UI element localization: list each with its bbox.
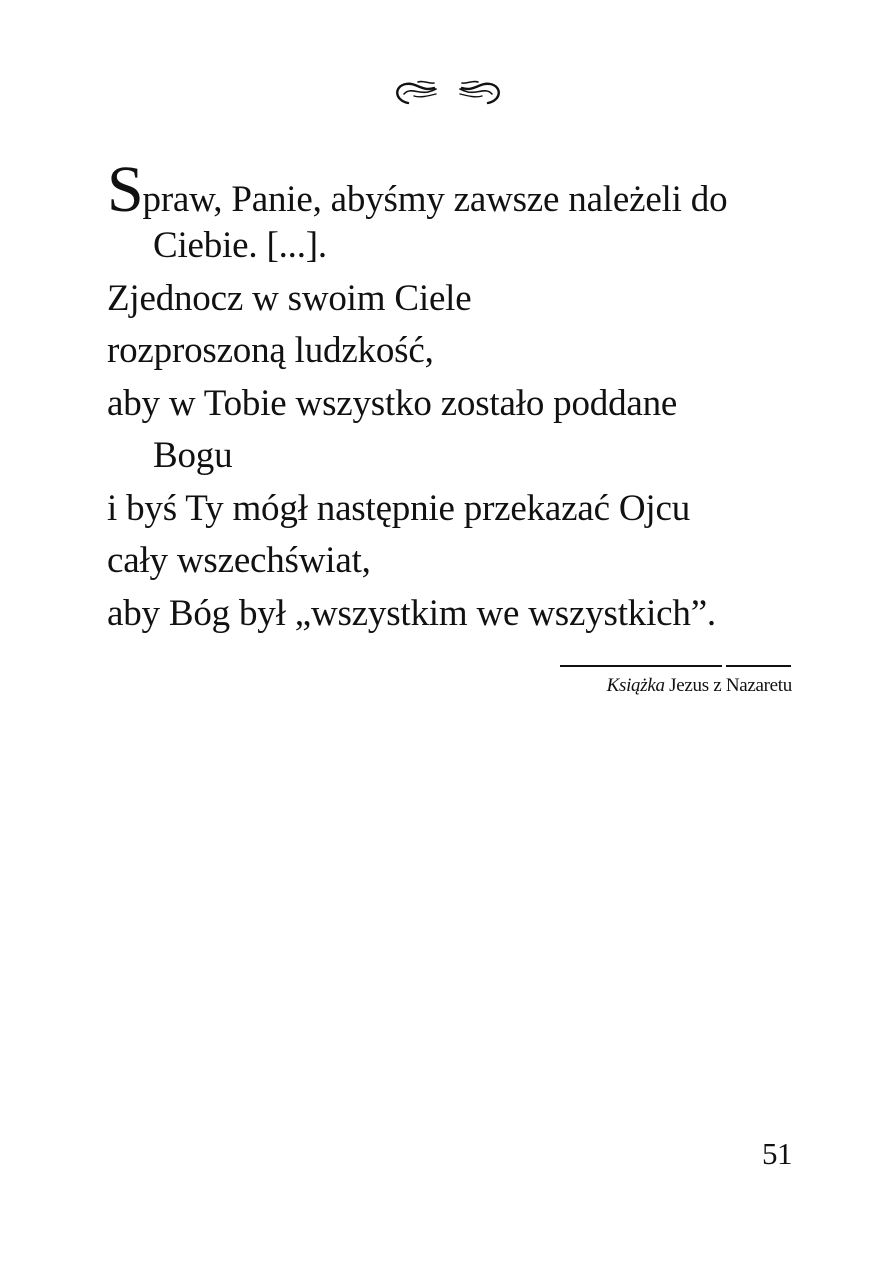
verse-line-3: Zjednocz w swoim Ciele (107, 277, 472, 319)
verse-line-text: praw, Panie, abyśmy zawsze należeli do (142, 179, 728, 220)
flourish-ornament-icon (390, 74, 506, 110)
page-number: 51 (762, 1136, 792, 1171)
drop-cap: S (107, 153, 144, 226)
verse-line-5: aby w Tobie wszystko zostało poddane (107, 382, 678, 424)
rule-segment (726, 665, 791, 667)
verse-line-2: Ciebie. [...]. (153, 225, 327, 266)
attribution-rule (560, 665, 791, 667)
source-title: Jezus z Nazaretu (669, 675, 792, 696)
source-prefix: Książka (606, 675, 665, 696)
verse-line-4: rozproszoną ludzkość, (107, 330, 434, 371)
attribution (560, 665, 792, 697)
verse-line-1 (107, 153, 827, 226)
prayer-verse (107, 153, 827, 640)
rule-segment (560, 665, 722, 667)
verse-line-8: cały wszechświat, (107, 540, 371, 581)
verse-line-9: aby Bóg był „wszystkim we wszystkich”. (107, 592, 716, 634)
source-citation (560, 675, 792, 697)
verse-line-6: Bogu (153, 435, 233, 476)
verse-line-7: i byś Ty mógł następnie przekazać Ojcu (107, 487, 690, 529)
